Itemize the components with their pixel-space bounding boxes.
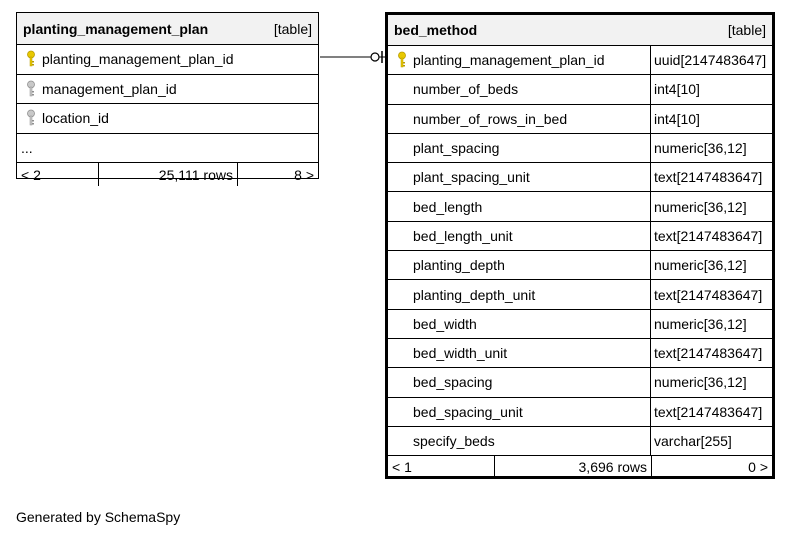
column-name: planting_depth	[413, 257, 505, 274]
column-type: text[2147483647]	[654, 227, 763, 244]
column-name: plant_spacing	[413, 140, 500, 157]
column-type: int4[10]	[654, 110, 700, 127]
column-type: numeric[36,12]	[654, 140, 747, 157]
column-name: management_plan_id	[42, 80, 177, 97]
foreign-key-icon	[24, 80, 38, 98]
primary-key-icon	[395, 51, 409, 69]
generated-by-label[interactable]: Generated by SchemaSpy	[16, 509, 181, 525]
column-name-cell	[388, 46, 651, 74]
column-name-cell	[388, 192, 651, 220]
foreign-key-icon	[24, 109, 38, 127]
column-row[interactable]	[388, 192, 772, 221]
column-name-cell	[388, 105, 651, 133]
column-name: bed_width_unit	[413, 345, 508, 362]
column-row[interactable]	[388, 251, 772, 280]
column-name: location_id	[42, 110, 109, 127]
column-row[interactable]	[388, 398, 772, 427]
column-name: number_of_rows_in_bed	[413, 110, 568, 127]
table-header	[17, 13, 318, 45]
column-type: numeric[36,12]	[654, 257, 747, 274]
column-row[interactable]	[388, 163, 772, 192]
column-type: text[2147483647]	[654, 286, 763, 303]
column-name-cell	[388, 134, 651, 162]
column-row[interactable]	[388, 46, 772, 75]
column-name: planting_depth_unit	[413, 286, 536, 303]
column-type: text[2147483647]	[654, 169, 763, 186]
primary-key-icon	[24, 50, 38, 68]
column-name-cell	[388, 251, 651, 279]
children-count[interactable]: 0 >	[748, 459, 768, 476]
table-type: [table]	[273, 20, 312, 37]
column-row[interactable]	[17, 45, 318, 75]
row-count: 3,696 rows	[495, 456, 652, 478]
column-type: numeric[36,12]	[654, 374, 747, 391]
column-name-cell	[388, 222, 651, 250]
column-name: number_of_beds	[413, 81, 519, 98]
column-name: specify_beds	[413, 433, 495, 449]
column-name-cell	[388, 280, 651, 308]
column-type: text[2147483647]	[654, 403, 763, 420]
column-name-cell	[388, 163, 651, 191]
column-row[interactable]	[388, 134, 772, 163]
column-name-cell	[388, 398, 651, 426]
table-footer	[388, 456, 772, 478]
parents-count[interactable]: < 2	[17, 163, 99, 186]
column-type: int4[10]	[654, 81, 700, 98]
column-row[interactable]	[388, 75, 772, 104]
column-row[interactable]	[388, 427, 772, 456]
column-row[interactable]	[388, 368, 772, 397]
column-name: bed_spacing_unit	[413, 403, 523, 420]
column-name-cell	[388, 339, 651, 367]
parents-count[interactable]: < 1	[388, 456, 495, 478]
column-name: plant_spacing_unit	[413, 169, 530, 186]
table-bed-method[interactable]	[385, 12, 775, 479]
column-row[interactable]	[17, 75, 318, 105]
table-type: [table]	[727, 22, 766, 38]
children-count[interactable]: 8 >	[294, 166, 314, 183]
column-type: text[2147483647]	[654, 345, 763, 362]
more-columns-ellipsis[interactable]: ...	[17, 134, 318, 164]
column-name-cell	[388, 310, 651, 338]
column-name: bed_length_unit	[413, 227, 513, 244]
column-row[interactable]	[17, 104, 318, 134]
column-name: bed_width	[413, 315, 477, 332]
column-type: varchar[255]	[654, 433, 732, 449]
column-row[interactable]	[388, 280, 772, 309]
row-count: 25,111 rows	[99, 163, 238, 186]
column-row[interactable]	[388, 105, 772, 134]
column-row[interactable]	[388, 222, 772, 251]
table-name: bed_method	[394, 22, 478, 38]
column-name-cell	[388, 427, 651, 455]
table-planting-management-plan[interactable]	[16, 12, 319, 183]
column-name-cell	[388, 75, 651, 103]
table-footer	[17, 163, 318, 186]
column-name: planting_management_plan_id	[42, 51, 234, 68]
column-name: bed_spacing	[413, 374, 493, 391]
table-name: planting_management_plan	[23, 20, 209, 37]
column-type: uuid[2147483647]	[654, 52, 767, 69]
column-row[interactable]	[388, 339, 772, 368]
column-name-cell	[388, 368, 651, 396]
column-name: bed_length	[413, 198, 483, 215]
column-type: numeric[36,12]	[654, 315, 747, 332]
column-row[interactable]	[388, 310, 772, 339]
column-name: planting_management_plan_id	[413, 52, 605, 69]
column-type: numeric[36,12]	[654, 198, 747, 215]
table-header	[388, 15, 772, 46]
